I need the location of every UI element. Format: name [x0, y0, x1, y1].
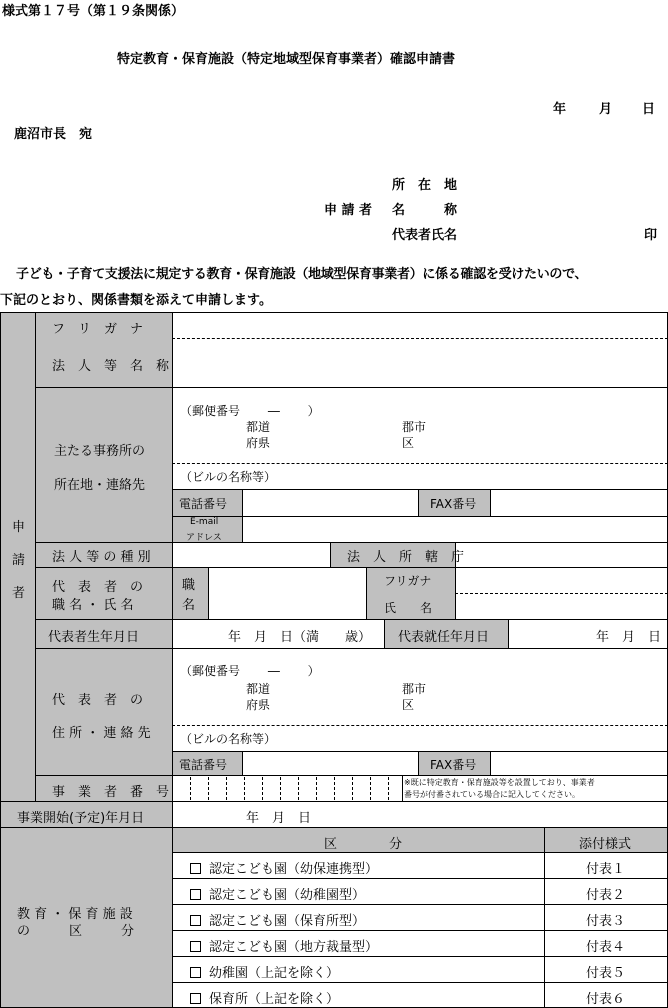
checkbox-icon[interactable] — [190, 941, 201, 952]
email-label-2: アドレス — [186, 533, 222, 543]
start-date-value: 年 月 日 — [246, 811, 312, 826]
shoku-label-2: 名 — [182, 598, 196, 613]
facility-row-label: 保育所（上記を除く） — [209, 992, 340, 1007]
facility-label-2: の 区 分 — [17, 924, 135, 939]
facility-row-4[interactable] — [190, 936, 378, 955]
rep-fax-label: FAX番号 — [430, 758, 477, 772]
checkbox-icon[interactable] — [190, 863, 201, 874]
intro-line-2: 下記のとおり、関係書類を添えて申請します。 — [0, 293, 272, 308]
postal-label: （郵便番号 ― ） — [180, 404, 320, 418]
facility-row-form: 付表６ — [586, 992, 626, 1007]
rep-addr-label-1: 代 表 者 の — [52, 693, 144, 708]
corp-type-label: 法 人 等 の 種 別 — [52, 550, 151, 565]
facility-row-label: 認定こども園（地方裁量型） — [209, 940, 379, 955]
rep-postal-label: （郵便番号 ― ） — [180, 664, 320, 678]
facility-row-label: 認定こども園（幼稚園型） — [209, 888, 366, 903]
facility-row-label: 認定こども園（幼保連携型） — [209, 862, 379, 877]
facility-row-form: 付表５ — [586, 966, 626, 981]
birth-label: 代表者生年月日 — [48, 630, 140, 645]
facility-row-3[interactable] — [190, 910, 365, 929]
checkbox-icon[interactable] — [190, 915, 201, 926]
rep-name-label: 氏 名 — [384, 601, 433, 615]
rep-building-label: （ビルの名称等） — [180, 732, 277, 746]
facility-label-1: 教 育 ・ 保 育 施 設 — [17, 907, 133, 922]
col-category-header: 区 分 — [324, 837, 403, 852]
intro-line-1: 子ども・子育て支援法に規定する教育・保育施設（地域型保育事業者）に係る確認を受けたいので、 — [16, 267, 588, 282]
facility-row-form: 付表３ — [586, 914, 626, 929]
side-label-3: 者 — [12, 586, 26, 601]
facility-row-label: 認定こども園（保育所型） — [209, 914, 366, 929]
rep-pref-label-1: 都道 — [246, 682, 271, 696]
applicant-rep-label: 代表者氏名 — [392, 228, 458, 243]
rep-city-label-1: 郡市 — [402, 682, 427, 696]
office-label-2: 所在地・連絡先 — [54, 478, 146, 493]
rep-furigana-label: フリガナ — [384, 574, 432, 588]
email-label-1: E-mail — [190, 517, 219, 527]
date-month-label: 月 — [599, 102, 613, 117]
facility-row-label: 幼稚園（上記を除く） — [209, 966, 340, 981]
col-form-header: 添付様式 — [579, 837, 632, 852]
addressee: 鹿沼市長 宛 — [14, 127, 93, 142]
birth-value: 年 月 日（満 歳） — [228, 630, 372, 645]
applicant-address-label: 所 在 地 — [392, 178, 458, 193]
date-year-label: 年 — [553, 102, 567, 117]
shoku-label-1: 職 — [182, 578, 196, 593]
rep-title-label-1: 代 表 者 の — [52, 580, 144, 595]
start-date-label: 事業開始(予定)年月日 — [17, 811, 145, 826]
rep-title-label-2: 職 名 ・ 氏 名 — [52, 598, 134, 613]
checkbox-icon[interactable] — [190, 993, 201, 1004]
applicant-name-label: 名 称 — [392, 203, 458, 218]
rep-phone-label: 電話番号 — [179, 758, 228, 772]
city-label-1: 郡市 — [402, 420, 427, 434]
side-label-2: 請 — [12, 553, 26, 568]
facility-row-2[interactable] — [190, 884, 365, 903]
form-number: 様式第１７号（第１９条関係） — [2, 4, 185, 19]
checkbox-icon[interactable] — [190, 889, 201, 900]
furigana-label: フ リ ガ ナ — [52, 322, 144, 337]
document-title: 特定教育・保育施設（特定地域型保育事業者）確認申請書 — [117, 52, 456, 67]
facility-row-6[interactable] — [190, 988, 339, 1007]
rep-addr-label-2: 住 所 ・ 連 絡 先 — [52, 726, 151, 741]
facility-row-form: 付表２ — [586, 888, 626, 903]
facility-row-form: 付表４ — [586, 940, 626, 955]
pref-label-2: 府県 — [246, 436, 271, 450]
facility-row-form: 付表１ — [586, 862, 626, 877]
fax-label: FAX番号 — [430, 497, 477, 511]
phone-label: 電話番号 — [179, 497, 228, 511]
biz-no-note-1: ※既に特定教育・保育施設等を設置しており、事業者 — [404, 778, 595, 787]
city-label-2: 区 — [402, 436, 415, 450]
appoint-label: 代表就任年月日 — [398, 630, 490, 645]
corp-name-label: 法 人 等 名 称 — [52, 359, 170, 374]
date-day-label: 日 — [642, 102, 656, 117]
jurisdiction-label: 法 人 所 轄 庁 — [347, 550, 465, 565]
applicant-label: 申 請 者 — [324, 203, 373, 218]
checkbox-icon[interactable] — [190, 967, 201, 978]
seal-mark: 印 — [644, 228, 658, 243]
rep-city-label-2: 区 — [402, 698, 415, 712]
side-label-1: 申 — [12, 520, 26, 535]
facility-row-1[interactable] — [190, 858, 378, 877]
pref-label-1: 都道 — [246, 420, 271, 434]
biz-no-note-2: 番号が付番されている場合に記入してください。 — [404, 790, 580, 799]
office-label-1: 主たる事務所の — [54, 444, 146, 459]
building-label: （ビルの名称等） — [180, 470, 277, 484]
facility-row-5[interactable] — [190, 962, 339, 981]
rep-pref-label-2: 府県 — [246, 698, 271, 712]
appoint-value: 年 月 日 — [596, 630, 662, 645]
biz-no-label: 事 業 者 番 号 — [52, 785, 170, 800]
